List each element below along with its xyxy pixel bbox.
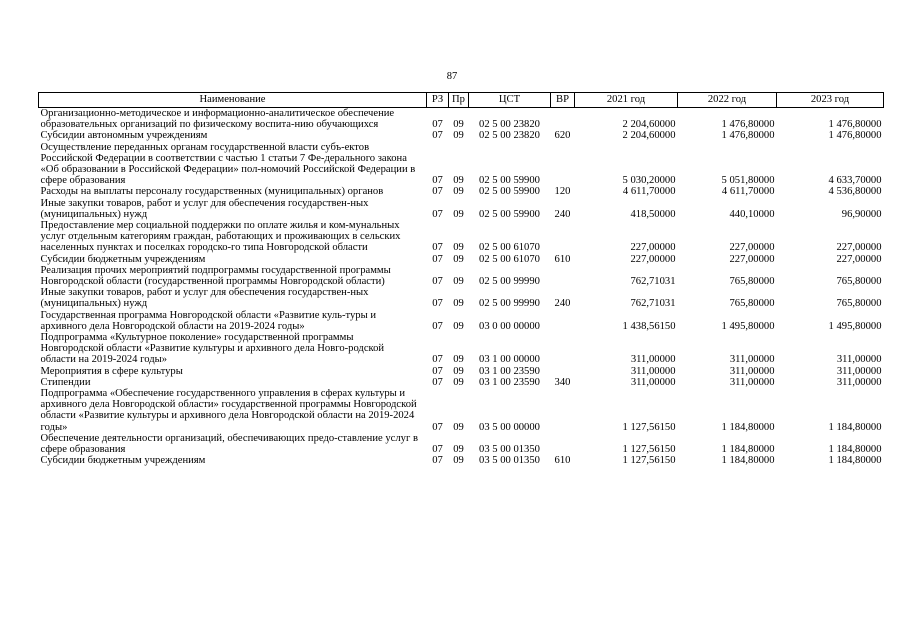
cell-vr	[551, 310, 575, 332]
cell-2021: 1 438,56150	[622, 320, 676, 332]
cell-2023: 1 476,80000	[828, 130, 882, 142]
cell-name: Иные закупки товаров, работ и услуг для обеспечения государствен-ных (муниципальных) нужд	[40, 287, 369, 310]
cell-cst: 03 5 00 00000	[479, 421, 540, 433]
cell-2021: 762,71031	[630, 276, 676, 288]
header-pr: Пр	[449, 93, 469, 108]
cell-rz: 07	[432, 208, 443, 220]
cell-rz: 07	[432, 242, 443, 254]
cell-name: Подпрограмма «Обеспечение государственного управления в сферах культуры и архивного дела Новгородской области» государственной программы Новгородской области «Развитие культуры и архивного дела Новгородской области на 2019-2024 годы»	[40, 388, 417, 433]
cell-vr	[551, 366, 575, 377]
cell-vr: 240	[554, 298, 571, 310]
cell-cst: 02 5 00 23820	[479, 130, 540, 142]
cell-pr: 09	[453, 320, 464, 332]
cell-2021: 5 030,20000	[622, 175, 676, 187]
cell-pr: 09	[453, 365, 464, 377]
cell-pr: 09	[453, 276, 464, 288]
cell-rz: 07	[432, 186, 443, 198]
cell-name: Подпрограмма «Культурное поколение» государственной программы Новгородской области «Развитие культуры и архивного дела Новго-родской области на 2019-2024 годы»	[40, 332, 385, 366]
cell-2021: 1 127,56150	[622, 421, 676, 433]
cell-2021: 227,00000	[630, 253, 676, 265]
cell-cst: 02 5 00 23820	[479, 119, 540, 131]
table-row	[39, 287, 884, 309]
header-name: Наименование	[39, 93, 427, 108]
table-row	[39, 198, 884, 220]
cell-pr: 09	[453, 298, 464, 310]
cell-2023: 1 184,80000	[828, 455, 882, 467]
cell-2021: 311,00000	[630, 365, 676, 377]
cell-rz: 07	[432, 276, 443, 288]
cell-2022: 311,00000	[729, 354, 775, 366]
cell-rz: 07	[432, 365, 443, 377]
cell-cst: 03 0 00 00000	[479, 320, 540, 332]
table-row	[39, 220, 884, 254]
cell-cst: 02 5 00 59900	[479, 186, 540, 198]
cell-cst: 03 1 00 23590	[479, 376, 540, 388]
cell-2022: 1 184,80000	[721, 421, 775, 433]
cell-2021: 227,00000	[630, 242, 676, 254]
table-row	[39, 332, 884, 366]
cell-cst: 03 5 00 01350	[479, 444, 540, 456]
cell-cst: 03 1 00 23590	[479, 365, 540, 377]
cell-cst: 02 5 00 99990	[479, 298, 540, 310]
cell-2023: 1 184,80000	[828, 444, 882, 456]
cell-vr: 340	[554, 376, 571, 388]
cell-pr: 09	[453, 376, 464, 388]
cell-name: Иные закупки товаров, работ и услуг для обеспечения государствен-ных (муниципальных) нужд	[40, 197, 369, 220]
table-row	[39, 377, 884, 388]
cell-vr: 610	[554, 455, 571, 467]
cell-rz: 07	[432, 320, 443, 332]
table-body	[39, 108, 884, 467]
table-row	[39, 108, 884, 131]
cell-pr: 09	[453, 175, 464, 187]
table-row	[39, 265, 884, 287]
cell-vr	[551, 332, 575, 366]
cell-rz: 07	[432, 376, 443, 388]
cell-2021: 2 204,60000	[622, 119, 676, 131]
cell-name: Стипендии	[40, 376, 91, 388]
cell-rz: 07	[432, 175, 443, 187]
cell-cst: 02 5 00 99990	[479, 276, 540, 288]
cell-2022: 765,80000	[729, 276, 775, 288]
table-row	[39, 254, 884, 265]
cell-pr: 09	[453, 455, 464, 467]
cell-cst: 02 5 00 59900	[479, 208, 540, 220]
cell-name: Субсидии автономным учреждениям	[40, 130, 208, 142]
cell-2023: 227,00000	[836, 242, 882, 254]
cell-pr: 09	[453, 421, 464, 433]
cell-name: Осуществление переданных органам государственной власти субъ-ектов Российской Федерации в соответствии с частью 1 статьи 7 Фе-дерального закона «Об образовании в Российской Федерации» пол-номочий Российской Федерации в сфере образования	[40, 141, 416, 187]
cell-2022: 440,10000	[729, 208, 775, 220]
cell-2022: 765,80000	[729, 298, 775, 310]
cell-vr	[551, 220, 575, 254]
cell-2022: 311,00000	[729, 365, 775, 377]
cell-2022: 311,00000	[729, 376, 775, 388]
header-2022: 2022 год	[678, 93, 777, 108]
header-2021: 2021 год	[575, 93, 678, 108]
cell-2022: 1 476,80000	[721, 119, 775, 131]
cell-2023: 765,80000	[836, 298, 882, 310]
cell-name: Государственная программа Новгородской области «Развитие куль-туры и архивного дела Новгородской области на 2019-2024 годы»	[40, 309, 377, 332]
cell-name: Мероприятия в сфере культуры	[40, 365, 183, 377]
cell-cst: 03 1 00 00000	[479, 354, 540, 366]
cell-name: Обеспечение деятельности организаций, обеспечивающих предо-ставление услуг в сфере образования	[40, 432, 418, 456]
cell-name: Субсидии бюджетным учреждениям	[40, 455, 206, 467]
cell-pr: 09	[453, 242, 464, 254]
cell-vr: 620	[554, 130, 571, 142]
page-number: 87	[446, 71, 458, 82]
cell-vr: 120	[554, 186, 571, 198]
cell-rz: 07	[432, 354, 443, 366]
cell-pr: 09	[453, 354, 464, 366]
cell-rz: 07	[432, 455, 443, 467]
cell-2023: 311,00000	[836, 354, 882, 366]
cell-name: Предоставление мер социальной поддержки по оплате жилья и ком-мунальных услуг отдельным категориям граждан, работающих и проживающих в сельских населенных пунктах и поселках городско-го типа Новгородской области	[40, 220, 401, 254]
cell-pr: 09	[453, 208, 464, 220]
cell-vr	[551, 142, 575, 187]
cell-2023: 4 633,70000	[828, 175, 882, 187]
cell-name: Организационно-методическое и информационно-аналитическое обеспечение образовательных организаций по физическому воспита-нию обучающихся	[40, 108, 395, 131]
cell-2023: 1 495,80000	[828, 320, 882, 332]
cell-2021: 311,00000	[630, 354, 676, 366]
cell-2023: 4 536,80000	[828, 186, 882, 198]
header-vr: ВР	[551, 93, 575, 108]
cell-rz: 07	[432, 253, 443, 265]
cell-vr	[551, 433, 575, 455]
table-row	[39, 366, 884, 377]
cell-2022: 4 611,70000	[721, 186, 775, 198]
cell-2023: 227,00000	[836, 253, 882, 265]
cell-2023: 1 184,80000	[828, 421, 882, 433]
cell-2023: 311,00000	[836, 376, 882, 388]
cell-rz: 07	[432, 444, 443, 456]
cell-rz: 07	[432, 421, 443, 433]
cell-pr: 09	[453, 130, 464, 142]
cell-2022: 227,00000	[729, 242, 775, 254]
cell-2023: 311,00000	[836, 365, 882, 377]
budget-table	[38, 92, 884, 467]
cell-cst: 03 5 00 01350	[479, 455, 540, 467]
table-row	[39, 388, 884, 433]
cell-2022: 1 184,80000	[721, 444, 775, 456]
header-2023: 2023 год	[777, 93, 884, 108]
cell-vr	[551, 108, 575, 131]
cell-rz: 07	[432, 119, 443, 131]
header-cst: ЦСТ	[469, 93, 551, 108]
cell-pr: 09	[453, 444, 464, 456]
header-rz: РЗ	[427, 93, 449, 108]
table-row	[39, 455, 884, 466]
cell-2021: 4 611,70000	[622, 186, 676, 198]
table-row	[39, 310, 884, 332]
cell-vr: 240	[554, 208, 571, 220]
cell-pr: 09	[453, 119, 464, 131]
table-row	[39, 186, 884, 197]
cell-rz: 07	[432, 298, 443, 310]
cell-2023: 1 476,80000	[828, 119, 882, 131]
cell-cst: 02 5 00 59900	[479, 175, 540, 187]
cell-2022: 1 476,80000	[721, 130, 775, 142]
cell-2022: 1 184,80000	[721, 455, 775, 467]
cell-pr: 09	[453, 253, 464, 265]
cell-2023: 96,90000	[841, 208, 882, 220]
cell-2021: 1 127,56150	[622, 444, 676, 456]
cell-name: Расходы на выплаты персоналу государственных (муниципальных) органов	[40, 186, 384, 198]
cell-name: Субсидии бюджетным учреждениям	[40, 253, 206, 265]
cell-2021: 418,50000	[630, 208, 676, 220]
cell-2022: 1 495,80000	[721, 320, 775, 332]
cell-cst: 02 5 00 61070	[479, 242, 540, 254]
table-header-row	[39, 93, 884, 108]
cell-2022: 227,00000	[729, 253, 775, 265]
cell-name: Реализация прочих мероприятий подпрограммы государственной программы Новгородской области (государственной программы Новгородской области)	[40, 264, 391, 288]
cell-2021: 311,00000	[630, 376, 676, 388]
table-row	[39, 130, 884, 141]
cell-2022: 5 051,80000	[721, 175, 775, 187]
cell-vr	[551, 265, 575, 287]
cell-pr: 09	[453, 186, 464, 198]
cell-vr: 610	[554, 253, 571, 265]
cell-2021: 2 204,60000	[622, 130, 676, 142]
table-row	[39, 433, 884, 455]
cell-2023: 765,80000	[836, 276, 882, 288]
cell-rz: 07	[432, 130, 443, 142]
cell-vr	[551, 388, 575, 433]
cell-2021: 762,71031	[630, 298, 676, 310]
cell-2021: 1 127,56150	[622, 455, 676, 467]
cell-cst: 02 5 00 61070	[479, 253, 540, 265]
table-row	[39, 142, 884, 187]
